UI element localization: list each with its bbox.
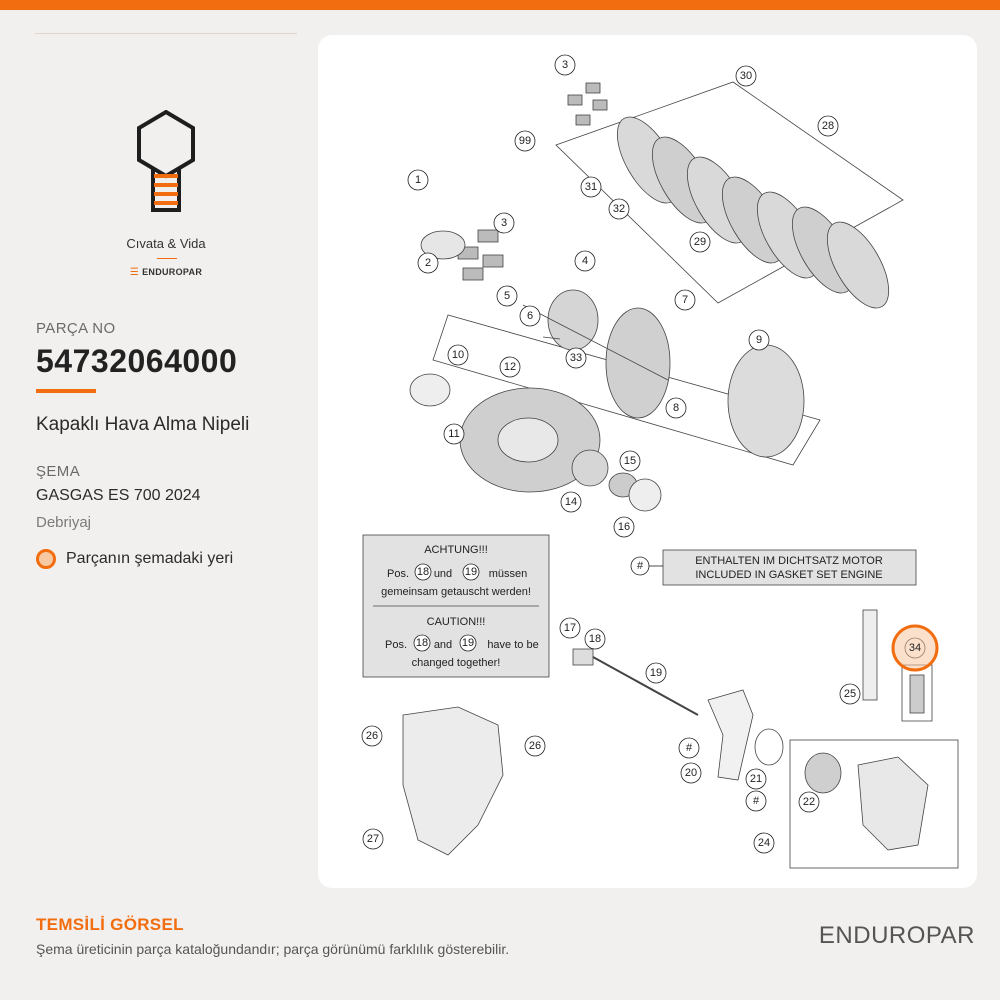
callout-number: 20 xyxy=(684,767,698,779)
callout-number: 25 xyxy=(843,688,857,700)
cover-gasket-icon xyxy=(708,690,753,780)
warning-de-pos2: 19 xyxy=(464,566,478,578)
schema-label: ŞEMA xyxy=(36,463,81,480)
warning-de-must: müssen xyxy=(488,568,528,580)
part-name: Kapaklı Hava Alma Nipeli xyxy=(36,414,250,435)
callout-number: 34 xyxy=(908,642,922,654)
warning-en-and: and xyxy=(433,639,453,651)
callout-number: 17 xyxy=(563,622,577,634)
brand-card xyxy=(35,90,297,290)
brand-logo-text: ENDUROPAR xyxy=(142,267,203,277)
gasket-note-symbol: # xyxy=(636,560,644,572)
callout-number: # xyxy=(685,742,693,754)
callout-number: 33 xyxy=(569,352,583,364)
brand-underline xyxy=(157,258,177,259)
callout-number: 2 xyxy=(424,257,432,269)
callout-number: 19 xyxy=(649,667,663,679)
pressure-plate-icon xyxy=(728,345,804,457)
callout-number: 99 xyxy=(518,135,532,147)
callout-number: 12 xyxy=(503,361,517,373)
logo-mark-icon: ☰ xyxy=(129,267,140,278)
callout-number: 32 xyxy=(612,203,626,215)
callout-number: 22 xyxy=(802,796,816,808)
diagram-svg xyxy=(318,35,977,888)
inner-hub-icon xyxy=(606,308,670,418)
callout-number: 11 xyxy=(448,428,460,440)
callout-number: 16 xyxy=(617,521,631,533)
warning-en-pos: Pos. xyxy=(384,639,408,651)
warning-en-pos1: 18 xyxy=(415,637,429,649)
callout-number: # xyxy=(752,795,760,807)
callout-number: 28 xyxy=(821,120,835,132)
clutch-cover-icon xyxy=(403,707,503,855)
part-no-label: PARÇA NO xyxy=(36,320,116,337)
callout-number: 6 xyxy=(526,310,534,322)
warning-de-pos: Pos. xyxy=(386,568,410,580)
callout-number: 9 xyxy=(755,334,763,346)
warning-de-line2: gemeinsam getauscht werden! xyxy=(381,586,531,598)
slave-piston-icon xyxy=(805,753,841,793)
legend-marker-icon xyxy=(36,549,56,569)
top-accent-bar xyxy=(0,0,1000,10)
footer-title: TEMSİLİ GÖRSEL xyxy=(36,915,184,934)
callout-number: 26 xyxy=(528,740,542,752)
callout-number: 29 xyxy=(693,236,707,248)
callout-number: 18 xyxy=(588,633,602,645)
top-divider xyxy=(35,33,297,34)
callout-number: 30 xyxy=(739,70,753,82)
callout-number: 10 xyxy=(451,349,465,361)
callout-number: 4 xyxy=(581,255,589,267)
callout-number: 15 xyxy=(623,455,637,467)
gasket-note-line1: ENTHALTEN IM DICHTSATZ MOTOR xyxy=(695,555,883,567)
bolt-icon xyxy=(131,110,201,220)
brand-category: Cıvata & Vida xyxy=(126,236,206,251)
warning-en-title: CAUTION!!! xyxy=(426,616,486,628)
exploded-diagram xyxy=(318,35,977,888)
legend-text: Parçanın şemadaki yeri xyxy=(66,550,234,567)
clutch-plates-icon xyxy=(605,107,901,317)
schema-group: Debriyaj xyxy=(36,514,92,531)
callout-number: 21 xyxy=(749,773,763,785)
callout-number: 8 xyxy=(672,402,680,414)
callout-number: 3 xyxy=(561,59,569,71)
callout-number: 1 xyxy=(414,174,422,186)
callout-number: 7 xyxy=(681,294,689,306)
bleed-line-icon xyxy=(863,610,877,700)
gasket-note-line2: INCLUDED IN GASKET SET ENGINE xyxy=(695,569,883,581)
warning-en-pos2: 19 xyxy=(461,637,475,649)
warning-en-have: have to be xyxy=(487,639,539,651)
callout-number: 14 xyxy=(564,496,578,508)
callout-number: 24 xyxy=(757,837,771,849)
legend xyxy=(36,549,233,569)
callout-number: 5 xyxy=(503,290,511,302)
callout-number: 27 xyxy=(366,833,380,845)
callout-number: 3 xyxy=(500,217,508,229)
footer-brand: ENDUROPAR xyxy=(818,922,975,949)
part-number-underline xyxy=(36,389,96,393)
warning-de-and: und xyxy=(433,568,453,580)
footer-note: Şema üreticinin parça kataloğundandır; parça görünümü farklılık gösterebilir. xyxy=(36,941,510,957)
bleed-nipple-icon xyxy=(910,675,924,713)
warning-en-line2: changed together! xyxy=(411,657,501,669)
callout-number: 26 xyxy=(365,730,379,742)
warning-de-title: ACHTUNG!!! xyxy=(424,544,488,556)
part-number: 54732064000 xyxy=(36,343,238,379)
schema-model: GASGAS ES 700 2024 xyxy=(36,487,201,504)
callout-number: 31 xyxy=(584,181,598,193)
warning-de-pos1: 18 xyxy=(416,566,430,578)
brand-logo xyxy=(35,267,297,278)
thrust-bearing-icon xyxy=(548,290,598,350)
